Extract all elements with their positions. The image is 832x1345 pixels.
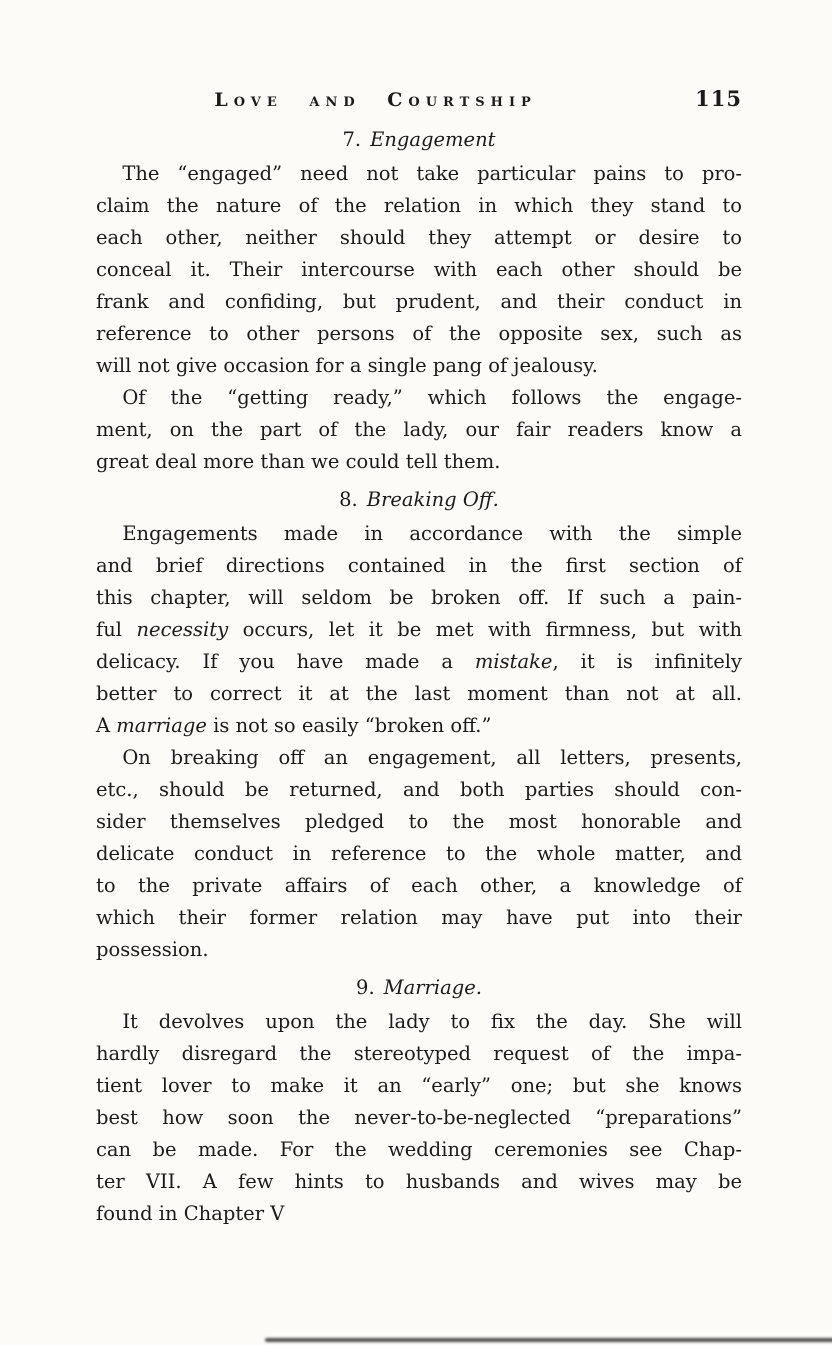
- text-line: hardly disregard the stereotyped request of the impa-: [96, 1042, 742, 1065]
- text-line: will not give occasion for a single pang of jealousy.: [96, 354, 598, 377]
- section-number: 9.: [356, 976, 375, 999]
- text-line: ful necessity occurs, let it be met with firmness, but with: [96, 618, 743, 641]
- text-line: this chapter, will seldom be broken off. If such a pain-: [96, 586, 742, 609]
- text-line: which their former relation may have put into their: [96, 906, 742, 929]
- text-line: reference to other persons of the opposite sex, such as: [96, 322, 742, 345]
- section-number: 8.: [339, 488, 358, 511]
- text-line: frank and confiding, but prudent, and their conduct in: [96, 290, 742, 313]
- text-line: possession.: [96, 938, 209, 961]
- text-line: delicate conduct in reference to the whole matter, and: [96, 842, 742, 865]
- text-line: ter VII. A few hints to husbands and wives may be: [96, 1170, 742, 1193]
- paragraph: [96, 158, 742, 382]
- text-line: Engagements made in accordance with the simple: [122, 522, 742, 545]
- text-line: better to correct it at the last moment than not at all.: [96, 682, 742, 705]
- section-heading: [96, 485, 742, 515]
- page-number: 115: [695, 86, 742, 111]
- text-line: ment, on the part of the lady, our fair readers know a: [96, 418, 742, 441]
- text-line: to the private affairs of each other, a knowledge of: [96, 874, 742, 897]
- text-line: A marriage is not so easily “broken off.”: [96, 714, 492, 737]
- text-line: etc., should be returned, and both parties should con-: [96, 778, 742, 801]
- running-head: Love and Courtship: [214, 89, 537, 111]
- text-line: tient lover to make it an “early” one; but she knows: [96, 1074, 742, 1097]
- section-title: Breaking Off.: [366, 488, 499, 511]
- text-line: great deal more than we could tell them.: [96, 450, 501, 473]
- text-line: claim the nature of the relation in which they stand to: [96, 194, 742, 217]
- section-breaking-off: [96, 485, 742, 966]
- text-line: The “engaged” need not take particular pains to pro-: [122, 162, 742, 185]
- section-number: 7.: [342, 128, 362, 151]
- text-line: It devolves upon the lady to fix the day. She will: [122, 1010, 742, 1033]
- text-line: conceal it. Their intercourse with each other should be: [96, 258, 742, 281]
- text-line: delicacy. If you have made a mistake, it is infinitely: [96, 650, 742, 673]
- section-heading: [96, 973, 742, 1003]
- text-line: Of the “getting ready,” which follows the engage-: [122, 386, 742, 409]
- section-marriage: [96, 973, 742, 1230]
- scan-edge-artifact: [265, 1338, 832, 1342]
- text-line: found in Chapter V: [96, 1202, 285, 1225]
- section-engagement: [96, 125, 742, 478]
- text-line: and brief directions contained in the first section of: [96, 554, 742, 577]
- page-header: [96, 86, 742, 111]
- paragraph: [96, 742, 742, 966]
- paragraph: [96, 382, 742, 478]
- text-line: each other, neither should they attempt or desire to: [96, 226, 742, 249]
- paragraph: [96, 1006, 742, 1230]
- text-line: best how soon the never-to-be-neglected “preparations”: [96, 1106, 742, 1129]
- section-title: Marriage.: [383, 976, 482, 999]
- text-line: sider themselves pledged to the most honorable and: [96, 810, 742, 833]
- text-line: On breaking off an engagement, all letters, presents,: [122, 746, 742, 769]
- paragraph: [96, 518, 742, 742]
- text-line: can be made. For the wedding ceremonies see Chap-: [96, 1138, 742, 1161]
- section-heading: [96, 125, 742, 155]
- section-title: Engagement: [370, 128, 496, 151]
